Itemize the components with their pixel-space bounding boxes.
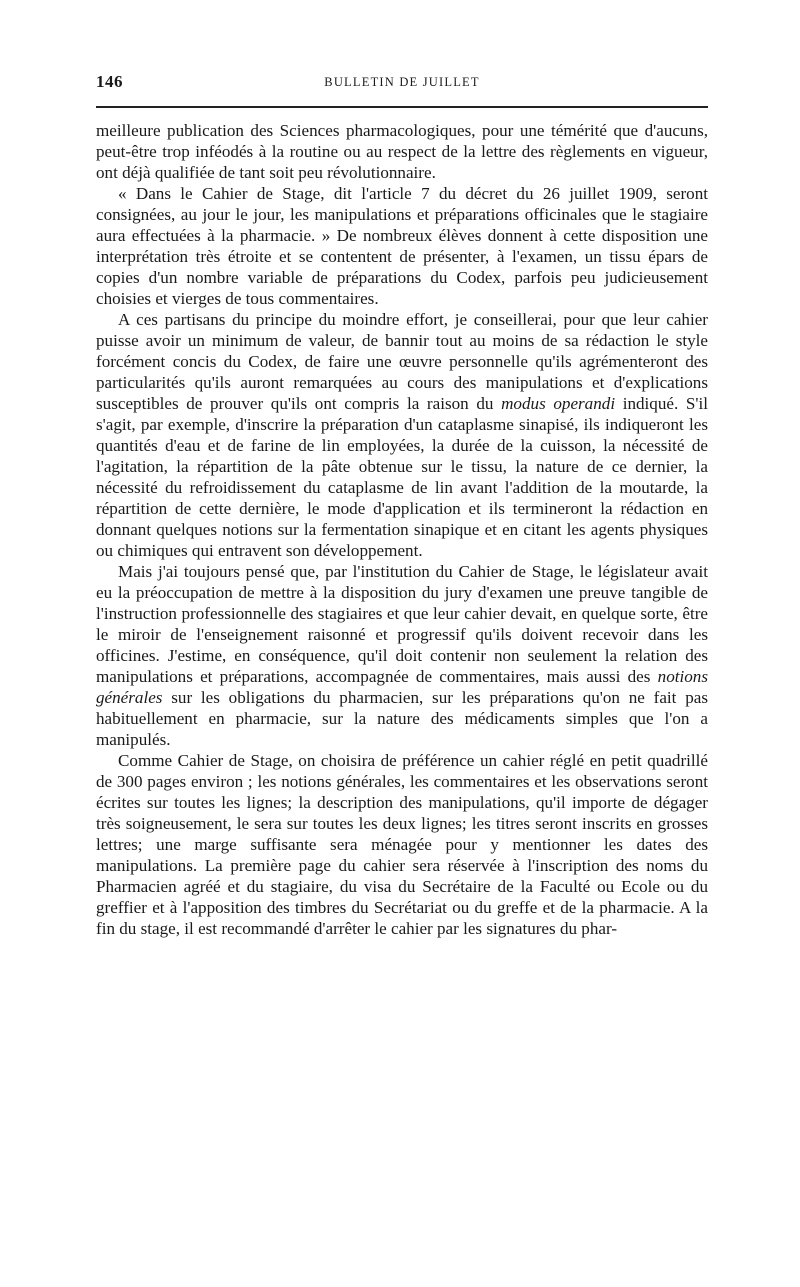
text-run: meilleure publication des Sciences pharmacologiques, pour une témérité que d'aucuns, peut-être trop inféodés à la routine ou au respect de la lettre des règlements en vigueur, ont déjà qualifiée de tant soit peu révolutionnaire. <box>96 121 708 182</box>
text-run: indiqué. S'il s'agit, par exemple, d'inscrire la préparation d'un cataplasme sinapisé, ils indiqueront les quantités d'eau et de farine de lin employées, la durée de la cuisson, la nécessité de l'agitation, la répartition de la pâte obtenue sur le tissu, la nature de ce dernier, la nécessité du refroidissement du cataplasme de lin avant l'addition de la moutarde, la répartition de cette dernière, le mode d'application et ils termineront la rédaction en donnant quelques notions sur la fermentation sinapique et en citant les agents physiques ou chimiques qui entravent son développement. <box>96 394 708 560</box>
page-header <box>96 72 708 98</box>
paragraph <box>96 309 708 561</box>
text-run: Comme Cahier de Stage, on choisira de préférence un cahier réglé en petit quadrillé de 300 pages environ ; les notions générales, les commentaires et les observations seront écrites sur toutes les lignes; la description des manipulations, qu'il importe de dégager très soigneusement, le sera sur toutes les deux lignes; les titres seront inscrits en grosses lettres; une marge suffisante sera ménagée pour y mentionner les dates des manipulations. La première page du cahier sera réservée à l'inscription des noms du Pharmacien agréé et du stagiaire, du visa du Secrétaire de la Faculté ou Ecole ou du greffier et à l'apposition des timbres du Secrétariat ou du greffe et de la pharmacie. A la fin du stage, il est recommandé d'arrêter le cahier par les signatures du phar- <box>96 751 708 938</box>
text-run: sur les obligations du pharmacien, sur les préparations qu'on ne fait pas habituellement en pharmacie, sur la nature des médicaments simples que l'on a manipulés. <box>96 688 708 749</box>
running-title: BULLETIN DE JUILLET <box>324 75 480 89</box>
italic-phrase: modus operandi <box>501 394 616 413</box>
paragraph <box>96 750 708 939</box>
body-text <box>96 120 708 939</box>
page-number: 146 <box>96 72 123 91</box>
text-run: « Dans le Cahier de Stage, dit l'article 7 du décret du 26 juillet 1909, seront consignées, au jour le jour, les manipulations et préparations officinales que le stagiaire aura effectuées à la pharmacie. » De nombreux élèves donnent à cette disposition une interprétation très étroite et se contentent de présenter, à l'examen, un tissu épars de copies d'un nombre variable de préparations du Codex, parfois peu judicieusement choisies et vierges de tous commentaires. <box>96 184 708 308</box>
text-run: Mais j'ai toujours pensé que, par l'institution du Cahier de Stage, le législateur avait eu la préoccupation de mettre à la disposition du jury d'examen une preuve tangible de l'instruction professionnelle des stagiaires et que leur cahier devait, en quelque sorte, être le miroir de l'enseignement raisonné et progressif qu'ils doivent recevoir dans les officines. J'estime, en conséquence, qu'il doit contenir non seulement la relation des manipulations et préparations, accompagnée de commentaires, mais aussi des <box>96 562 708 686</box>
text-run: A ces partisans du principe du moindre effort, je conseillerai, pour que leur cahier puisse avoir un minimum de valeur, de bannir tout au moins de sa rédaction le style forcément concis du Codex, de faire une œuvre personnelle qu'ils agrémenteront des particularités qu'ils auront remarquées au cours des manipulations et d'explications susceptibles de prouver qu'ils ont compris la raison du <box>96 310 708 413</box>
paragraph <box>96 120 708 183</box>
paragraph <box>96 183 708 309</box>
header-rule <box>96 106 708 108</box>
paragraph <box>96 561 708 750</box>
book-page <box>96 72 708 939</box>
italic-phrase: notions générales <box>96 667 708 707</box>
